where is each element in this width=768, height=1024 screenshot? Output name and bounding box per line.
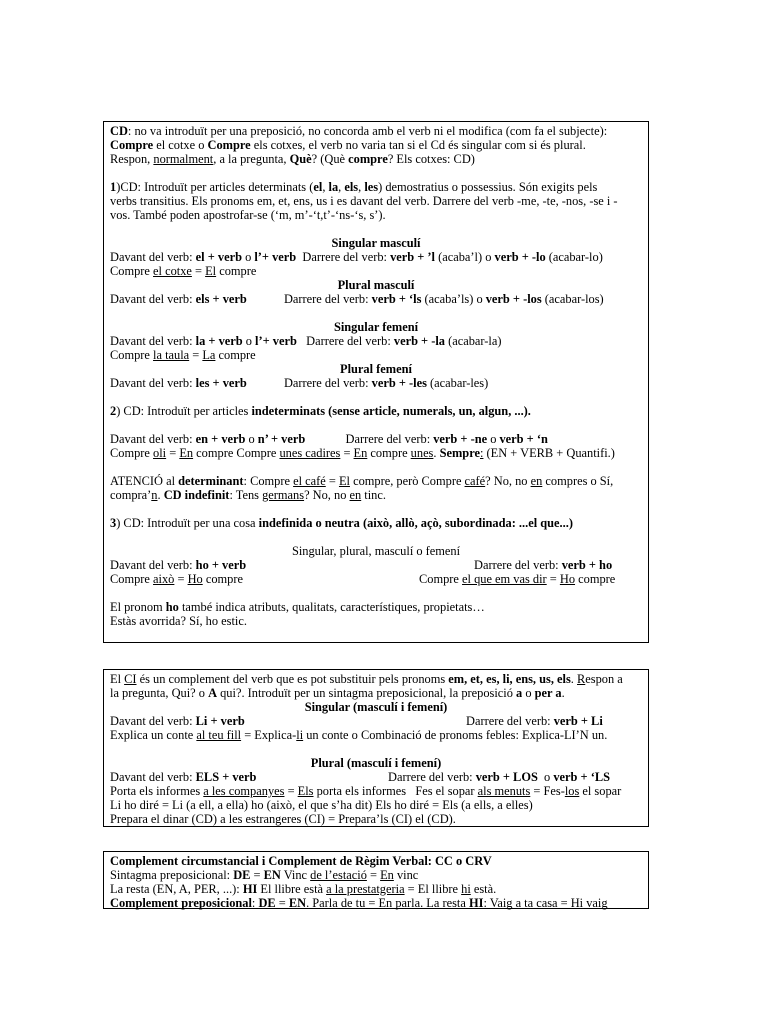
ci-line-1: El CI és un complement del verb que es pot substituir pels pronoms em, et, es, li, ens, us, els. Respon a [110, 672, 623, 686]
sing-fem-line-1: Davant del verb: la + verb o l’+ verb Darrere del verb: verb + -la (acabar-la) [110, 334, 502, 348]
sing-fem-heading: Singular femení [333, 320, 419, 334]
cc-line-2: Sintagma preposicional: DE = EN Vinc de l’estació = En vinc [110, 868, 419, 882]
ci-pl-davant: Davant del verb: ELS + verb [110, 770, 257, 784]
sec3-line-1: 3) CD: Introduït per una cosa indefinida o neutra (això, allò, açò, subordinada: ...el que...) [110, 516, 573, 530]
sing-masc-heading: Singular masculí [331, 236, 421, 250]
sec3-darrere: Darrere del verb: verb + ho [474, 558, 613, 572]
sing-masc-line-1: Davant del verb: el + verb o l’+ verb Darrere del verb: verb + ’l (acaba’l) o verb + -lo (acabar-lo) [110, 250, 603, 264]
ci-pl-example-3: Prepara el dinar (CD) a les estrangeres (CI) = Prepara’ls (CI) el (CD). [110, 812, 456, 826]
ci-sing-example: Explica un conte al teu fill = Explica-li un conte o Combinació de pronoms febles: Explica-LI’N un. [110, 728, 608, 742]
sec3-example-left: Compre això = Ho compre [110, 572, 243, 586]
ci-pl-rule-row [110, 770, 642, 784]
ci-pl-heading: Plural (masculí i femení) [310, 756, 442, 770]
cc-crv-section-box [103, 851, 649, 909]
cc-line-3: La resta (EN, A, PER, ...): HI El llibre està a la prestatgeria = El llibre hi està. [110, 882, 497, 896]
cc-line-4: Complement preposicional: DE = EN. Parla de tu = En parla. La resta HI: Vaig a ta casa = Hi vaig [110, 896, 608, 910]
ho-line-1: El pronom ho també indica atributs, qualitats, característiques, propietats… [110, 600, 485, 614]
sing-fem-line-2: Compre la taula = La compre [110, 348, 256, 362]
ci-pl-darrere: Darrere del verb: verb + LOS o verb + ‘LS [388, 770, 610, 784]
ci-pl-example-2: Li ho diré = Li (a ell, a ella) ho (això, el que s’ha dit) Els ho diré = Els (a ells, a elles) [110, 798, 533, 812]
cc-title: Complement circumstancial i Complement de Règim Verbal: CC o CRV [110, 854, 492, 868]
ci-pl-example-1: Porta els informes a les companyes = Els porta els informes Fes el sopar als menuts = Fes-los el sopar [110, 784, 622, 798]
cd-section-box [103, 121, 649, 643]
ho-line-2: Estàs avorrida? Sí, ho estic. [110, 614, 247, 628]
atencio-line-1: ATENCIÓ al determinant: Compre el café = El compre, però Compre café? No, no en compres o Sí, [110, 474, 614, 488]
sec2-line-2: Davant del verb: en + verb o n’ + verb Darrere del verb: verb + -ne o verb + ‘n [110, 432, 548, 446]
cd-intro-line-1: CD: no va introduït per una preposició, no concorda amb el verb ni el modifica (com fa el subjecte): [110, 124, 608, 138]
pl-masc-line-1: Davant del verb: els + verb Darrere del verb: verb + ‘ls (acaba’ls) o verb + -los (acabar-los) [110, 292, 604, 306]
pl-fem-line-1: Davant del verb: les + verb Darrere del verb: verb + -les (acabar-les) [110, 376, 489, 390]
cd-intro-line-2: Compre el cotxe o Compre els cotxes, el verb no varia tan si el Cd és singular com si és plural. [110, 138, 586, 152]
pl-masc-heading: Plural masculí [337, 278, 415, 292]
sec2-line-1: 2) CD: Introduït per articles indeterminats (sense article, numerals, un, algun, ...). [110, 404, 531, 418]
sing-masc-line-2: Compre el cotxe = El compre [110, 264, 257, 278]
ci-sing-davant: Davant del verb: Li + verb [110, 714, 245, 728]
sec3-rule-row [110, 558, 642, 572]
cd-intro-line-3: Respon, normalment, a la pregunta, Què? (Què compre? Els cotxes: CD) [110, 152, 475, 166]
pl-fem-heading: Plural femení [340, 362, 412, 376]
ci-section-box [103, 669, 649, 827]
sec3-example-right: Compre el que em vas dir = Ho compre [419, 572, 616, 586]
sec1-line-2: verbs transitius. Els pronoms em, et, ens, us i es davant del verb. Darrere del verb -me, -te, -nos, -se i - [110, 194, 618, 208]
sec3-example-row [110, 572, 642, 586]
ci-sing-darrere: Darrere del verb: verb + Li [466, 714, 603, 728]
ci-sing-rule-row [110, 714, 642, 728]
ci-line-2: la pregunta, Qui? o A qui?. Introduït per un sintagma preposicional, la preposició a o per a. [110, 686, 565, 700]
atencio-line-2: compra’n. CD indefinit: Tens germans? No, no en tinc. [110, 488, 386, 502]
sec3-subheading: Singular, plural, masculí o femení [291, 544, 461, 558]
sec1-line-3: vos. També poden apostrofar-se (‘m, m’-‘t,t’-‘ns-‘s, s’). [110, 208, 386, 222]
sec1-line-1: 1)CD: Introduït per articles determinats (el, la, els, les) demostratius o possessius. Són exigits pels [110, 180, 598, 194]
sec2-line-3: Compre oli = En compre Compre unes cadires = En compre unes. Sempre: (EN + VERB + Quantifi.) [110, 446, 615, 460]
sec3-davant: Davant del verb: ho + verb [110, 558, 247, 572]
ci-sing-heading: Singular (masculí i femení) [304, 700, 448, 714]
